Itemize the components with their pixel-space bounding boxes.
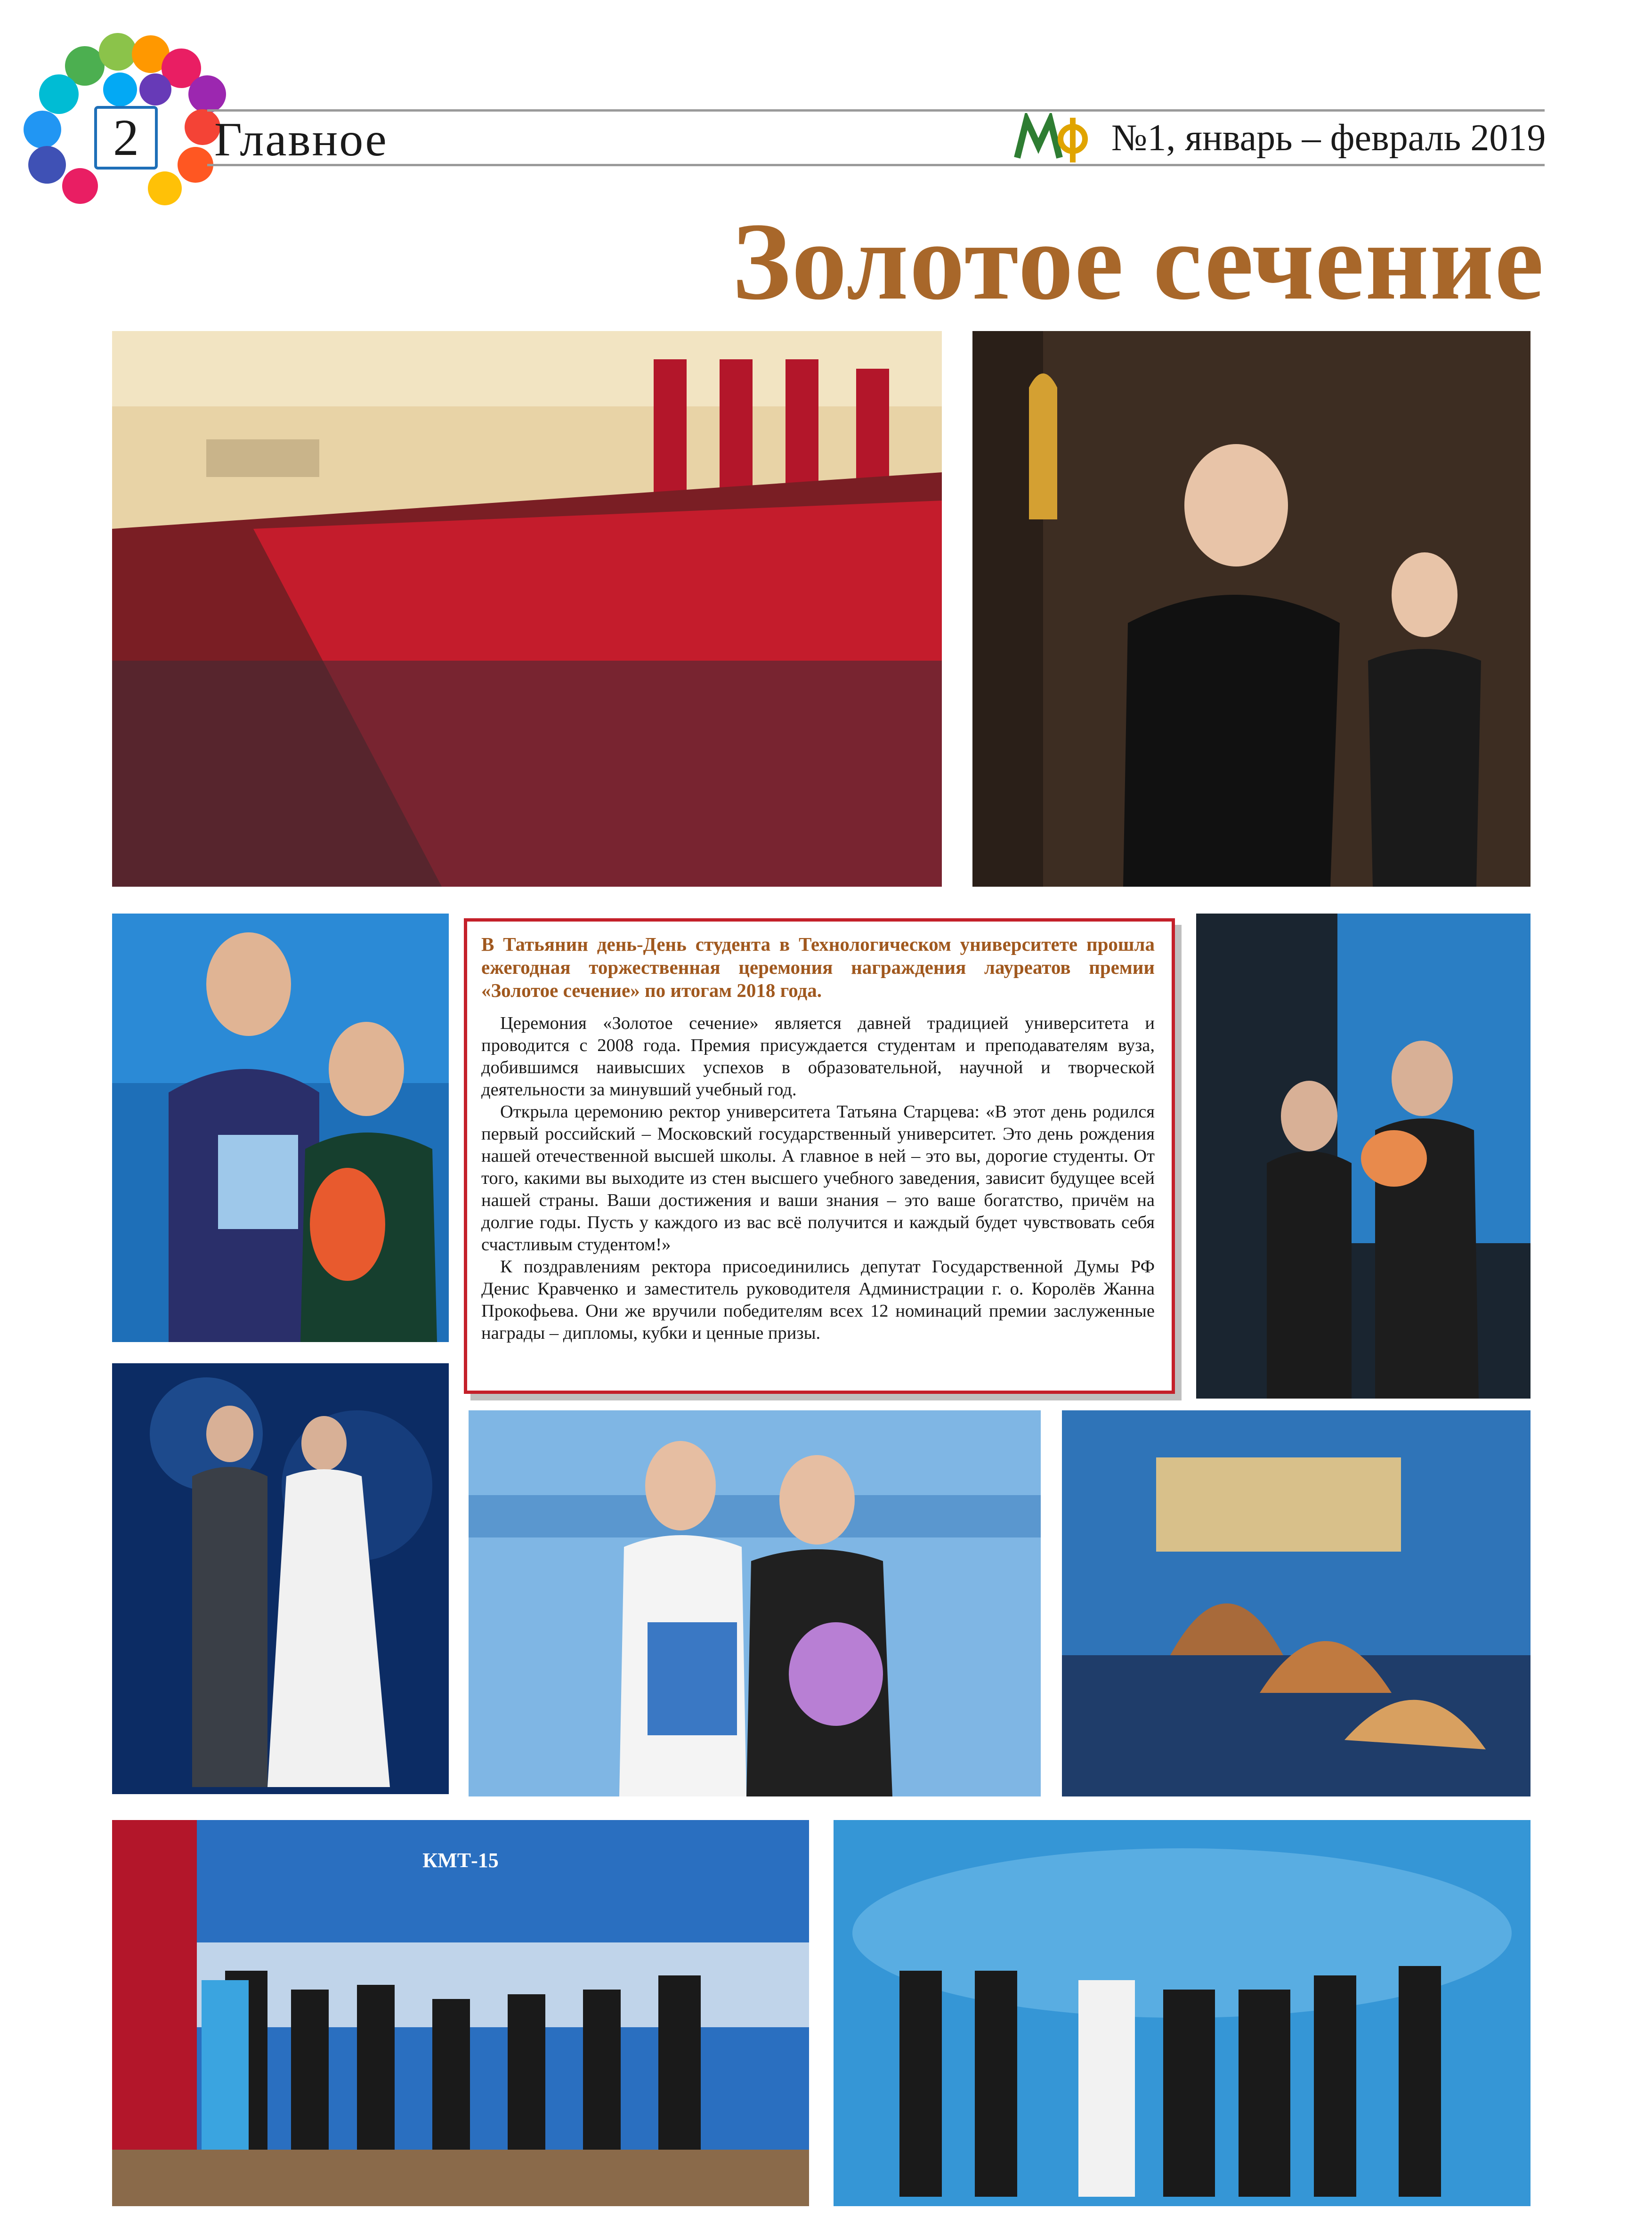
issue-date: №1, январь – февраль 2019 (1111, 117, 1546, 159)
photo-student-diploma (469, 1410, 1041, 1796)
article-paragraph: К поздравлениям ректора присоединились депутат Государственной Думы РФ Денис Кравченко и заместитель руководителя Администрации г. о. Королёв Жанна Прокофьева. Они же вручили победителям всех 12 номинаций премии заслуженные награды – дипломы, кубки и ценные призы. (481, 1257, 1155, 1343)
header-rule-top (207, 109, 1545, 112)
section-name: Главное (214, 113, 388, 166)
page-number: 2 (94, 106, 158, 170)
kmt-banner-label: КМТ-15 (422, 1849, 499, 1872)
article-paragraph: Открыла церемонию ректор университета Татьяна Старцева: «В этот день родился первый российский – Московский государственный университет. Это день рождения нашей отечественной высшей школы. А главное в ней – это вы, дорогие студенты. От того, какими вы выходите из стен высшего учебного заведения, зависит будущее всей нашей страны. Ваши достижения и ваши знания – это ваше богатство, причём на долгие годы. Пусть у каждого из вас всё получится и каждый будет чувствовать себя счастливым студентом!» (481, 1102, 1155, 1254)
photo-dance-performance (1062, 1410, 1531, 1796)
photo-group-kmt (112, 1820, 809, 2206)
article-lead: В Татьянин день-День студента в Технологическом университете прошла ежегодная торжественная церемония награждения лауреатов премии «Золотое сечение» по итогам 2018 года. (481, 933, 1155, 1001)
photo-awardees-stage (1196, 914, 1531, 1399)
photo-rector-award (972, 331, 1531, 887)
header-rule-bottom (207, 164, 1545, 166)
article-box (464, 918, 1175, 1394)
article-title: Золотое сечение (732, 200, 1545, 323)
photo-choir (834, 1820, 1531, 2206)
photo-deputy-diploma (112, 914, 449, 1342)
article-paragraph: Церемония «Золотое сечение» является давней традицией университета и проводится с 2008 года. Премия присуждается студентам и преподавателям вуза, добившимся наивысших успехов в образовательной, научной и творческой деятельности за минувший учебный год. (481, 1013, 1155, 1100)
photo-audience-hall (112, 331, 942, 887)
photo-singers-duet (112, 1363, 449, 1794)
publication-logo (1012, 113, 1088, 176)
